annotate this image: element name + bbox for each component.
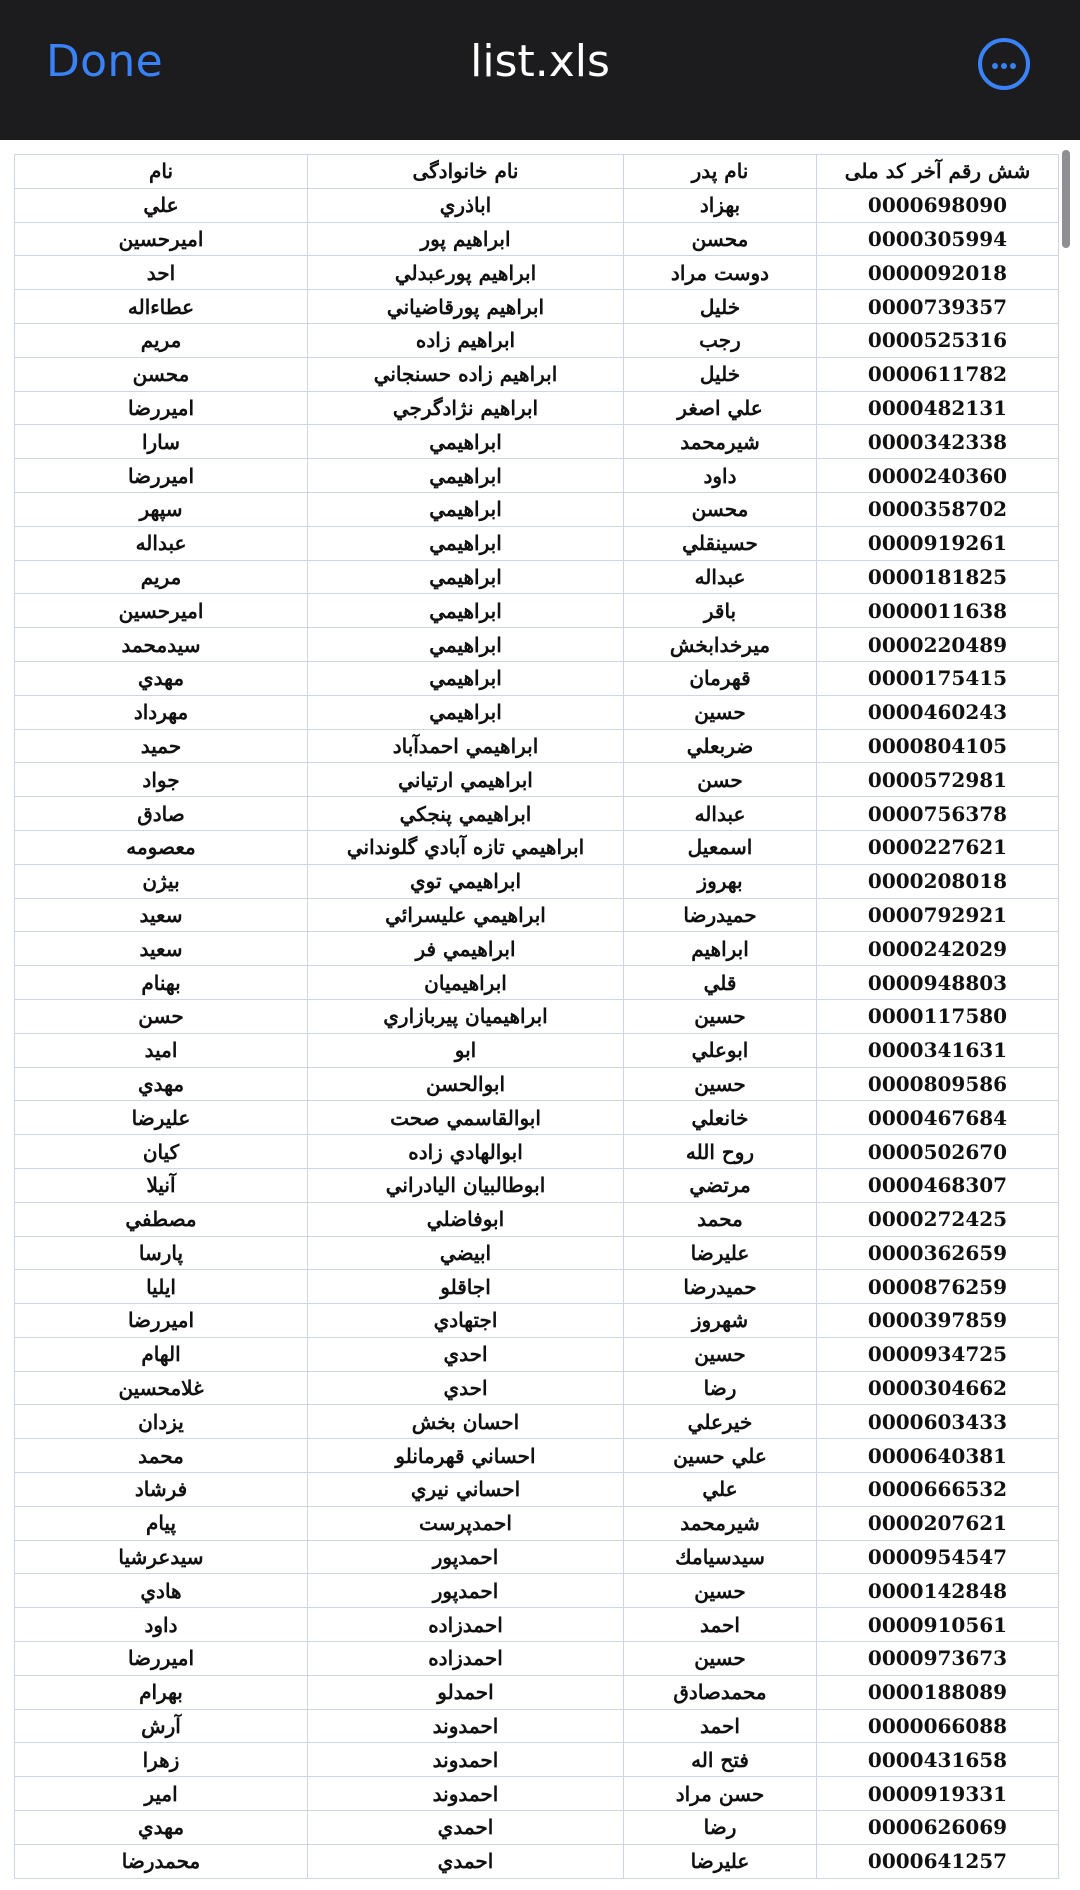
cell-last-name[interactable]: احمدلو — [308, 1675, 624, 1709]
cell-father-name[interactable]: حميدرضا — [624, 1270, 817, 1304]
cell-father-name[interactable]: عليرضا — [624, 1844, 817, 1878]
spreadsheet-table — [14, 154, 1059, 1879]
cell-father-name[interactable]: مرتضي — [624, 1168, 817, 1202]
cell-father-name[interactable]: اسمعيل — [624, 830, 817, 864]
header-row — [15, 155, 1059, 189]
cell-father-name[interactable]: ميرخدابخش — [624, 628, 817, 662]
cell-father-name[interactable]: ضربعلي — [624, 729, 817, 763]
table-row — [15, 188, 1059, 222]
cell-last-name[interactable]: ابراهيمي توي — [308, 864, 624, 898]
table-row — [15, 391, 1059, 425]
cell-national-code[interactable]: 0000948803 — [817, 966, 1059, 1000]
cell-national-code[interactable]: 0000919261 — [817, 526, 1059, 560]
cell-first-name[interactable]: آنيلا — [15, 1168, 308, 1202]
cell-first-name[interactable]: جواد — [15, 763, 308, 797]
table-row — [15, 932, 1059, 966]
table-row — [15, 1506, 1059, 1540]
dot — [1010, 63, 1016, 69]
table-row — [15, 1033, 1059, 1067]
cell-father-name[interactable]: بهروز — [624, 864, 817, 898]
table-row — [15, 661, 1059, 695]
cell-first-name[interactable]: سعيد — [15, 898, 308, 932]
cell-father-name[interactable]: خيرعلي — [624, 1405, 817, 1439]
cell-last-name[interactable]: اباذري — [308, 188, 624, 222]
cell-first-name[interactable]: سارا — [15, 425, 308, 459]
table-row — [15, 1709, 1059, 1743]
cell-father-name[interactable]: خانعلي — [624, 1101, 817, 1135]
cell-last-name[interactable]: ابراهيمي عليسرائي — [308, 898, 624, 932]
table-row — [15, 1371, 1059, 1405]
cell-father-name[interactable]: باقر — [624, 594, 817, 628]
cell-last-name[interactable]: ابراهيمي تازه آبادي گلونداني — [308, 830, 624, 864]
cell-national-code[interactable]: 0000175415 — [817, 661, 1059, 695]
cell-first-name[interactable]: عبداله — [15, 526, 308, 560]
cell-last-name[interactable]: احسان بخش — [308, 1405, 624, 1439]
table-row — [15, 797, 1059, 831]
table-row — [15, 1304, 1059, 1338]
cell-last-name[interactable]: ابراهيمي — [308, 560, 624, 594]
cell-first-name[interactable]: زهرا — [15, 1743, 308, 1777]
cell-first-name[interactable]: پيام — [15, 1506, 308, 1540]
dot — [992, 63, 998, 69]
cell-first-name[interactable]: علي — [15, 188, 308, 222]
cell-national-code[interactable]: 0000954547 — [817, 1540, 1059, 1574]
cell-national-code[interactable]: 0000397859 — [817, 1304, 1059, 1338]
cell-national-code[interactable]: 0000188089 — [817, 1675, 1059, 1709]
cell-first-name[interactable]: فرشاد — [15, 1473, 308, 1507]
table-row — [15, 323, 1059, 357]
cell-national-code[interactable]: 0000272425 — [817, 1202, 1059, 1236]
cell-last-name[interactable]: احدي — [308, 1337, 624, 1371]
cell-first-name[interactable]: سيدمحمد — [15, 628, 308, 662]
cell-last-name[interactable]: ابوفاضلي — [308, 1202, 624, 1236]
cell-last-name[interactable]: ابو — [308, 1033, 624, 1067]
cell-last-name[interactable]: ابراهيمي احمدآباد — [308, 729, 624, 763]
cell-first-name[interactable]: محمد — [15, 1439, 308, 1473]
table-row — [15, 1337, 1059, 1371]
cell-father-name[interactable]: حميدرضا — [624, 898, 817, 932]
cell-last-name[interactable]: اجتهادي — [308, 1304, 624, 1338]
cell-national-code[interactable]: 0000641257 — [817, 1844, 1059, 1878]
cell-national-code[interactable]: 0000919331 — [817, 1777, 1059, 1811]
cell-national-code[interactable]: 0000092018 — [817, 256, 1059, 290]
cell-national-code[interactable]: 0000208018 — [817, 864, 1059, 898]
cell-last-name[interactable]: احمدپرست — [308, 1506, 624, 1540]
cell-first-name[interactable]: اميرحسين — [15, 222, 308, 256]
cell-last-name[interactable]: ابراهيمي ارتياني — [308, 763, 624, 797]
table-row — [15, 1101, 1059, 1135]
cell-national-code[interactable]: 0000066088 — [817, 1709, 1059, 1743]
ellipsis-circle-icon[interactable] — [978, 38, 1030, 90]
cell-father-name[interactable]: حسن — [624, 763, 817, 797]
cell-last-name[interactable]: ابراهيميان — [308, 966, 624, 1000]
cell-last-name[interactable]: ابراهيميان پيربازاري — [308, 999, 624, 1033]
table-row — [15, 763, 1059, 797]
cell-last-name[interactable]: احمدپور — [308, 1540, 624, 1574]
cell-last-name[interactable]: احمدزاده — [308, 1608, 624, 1642]
cell-first-name[interactable]: سعيد — [15, 932, 308, 966]
table-row — [15, 695, 1059, 729]
cell-national-code[interactable]: 0000739357 — [817, 290, 1059, 324]
cell-last-name[interactable]: ابراهيم زاده حسنجاني — [308, 357, 624, 391]
cell-last-name[interactable]: ابراهيمي — [308, 661, 624, 695]
cell-last-name[interactable]: احمدوند — [308, 1777, 624, 1811]
cell-first-name[interactable]: كيان — [15, 1135, 308, 1169]
cell-father-name[interactable]: محسن — [624, 492, 817, 526]
table-row — [15, 1608, 1059, 1642]
cell-last-name[interactable]: ابراهيم پور — [308, 222, 624, 256]
table-row — [15, 1574, 1059, 1608]
cell-father-name[interactable]: علي — [624, 1473, 817, 1507]
cell-first-name[interactable]: عطاءاله — [15, 290, 308, 324]
cell-father-name[interactable]: حسين — [624, 695, 817, 729]
cell-last-name[interactable]: ابراهيم پورقاضياني — [308, 290, 624, 324]
cell-father-name[interactable]: علي اصغر — [624, 391, 817, 425]
cell-father-name[interactable]: سيدسيامك — [624, 1540, 817, 1574]
cell-last-name[interactable]: ابراهيمي فر — [308, 932, 624, 966]
cell-first-name[interactable]: مهدي — [15, 661, 308, 695]
cell-first-name[interactable]: اميد — [15, 1033, 308, 1067]
cell-first-name[interactable]: اميررضا — [15, 1642, 308, 1676]
cell-national-code[interactable]: 0000482131 — [817, 391, 1059, 425]
table-row — [15, 1067, 1059, 1101]
cell-father-name[interactable]: رضا — [624, 1371, 817, 1405]
cell-father-name[interactable]: احمد — [624, 1608, 817, 1642]
cell-first-name[interactable]: احد — [15, 256, 308, 290]
cell-national-code[interactable]: 0000666532 — [817, 1473, 1059, 1507]
table-row — [15, 864, 1059, 898]
table-row — [15, 1439, 1059, 1473]
cell-last-name[interactable]: ابوالحسن — [308, 1067, 624, 1101]
cell-national-code[interactable]: 0000792921 — [817, 898, 1059, 932]
cell-father-name[interactable]: حسين — [624, 1574, 817, 1608]
cell-national-code[interactable]: 0000362659 — [817, 1236, 1059, 1270]
cell-national-code[interactable]: 0000431658 — [817, 1743, 1059, 1777]
cell-father-name[interactable]: بهزاد — [624, 188, 817, 222]
cell-first-name[interactable]: اميرحسين — [15, 594, 308, 628]
table-row — [15, 1405, 1059, 1439]
table-row — [15, 425, 1059, 459]
cell-first-name[interactable]: مهدي — [15, 1067, 308, 1101]
cell-first-name[interactable]: بيژن — [15, 864, 308, 898]
cell-first-name[interactable]: داود — [15, 1608, 308, 1642]
table-row — [15, 1743, 1059, 1777]
table-row — [15, 492, 1059, 526]
table-row — [15, 830, 1059, 864]
cell-national-code[interactable]: 0000011638 — [817, 594, 1059, 628]
cell-father-name[interactable]: حسين — [624, 1067, 817, 1101]
cell-last-name[interactable]: احمدوند — [308, 1743, 624, 1777]
cell-last-name[interactable]: ابراهيم نژادگرجي — [308, 391, 624, 425]
cell-national-code[interactable]: 0000181825 — [817, 560, 1059, 594]
cell-national-code[interactable]: 0000640381 — [817, 1439, 1059, 1473]
table-row — [15, 1811, 1059, 1845]
cell-first-name[interactable]: بهرام — [15, 1675, 308, 1709]
cell-first-name[interactable]: غلامحسين — [15, 1371, 308, 1405]
cell-last-name[interactable]: ابيضي — [308, 1236, 624, 1270]
cell-first-name[interactable]: ايليا — [15, 1270, 308, 1304]
cell-national-code[interactable]: 0000502670 — [817, 1135, 1059, 1169]
dot — [1001, 63, 1007, 69]
cell-last-name[interactable]: ابراهيمي — [308, 695, 624, 729]
cell-national-code[interactable]: 0000142848 — [817, 1574, 1059, 1608]
table-row — [15, 1168, 1059, 1202]
cell-first-name[interactable]: پارسا — [15, 1236, 308, 1270]
cell-national-code[interactable]: 0000756378 — [817, 797, 1059, 831]
cell-first-name[interactable]: مريم — [15, 560, 308, 594]
cell-father-name[interactable]: ابراهيم — [624, 932, 817, 966]
table-row — [15, 290, 1059, 324]
cell-national-code[interactable]: 0000910561 — [817, 1608, 1059, 1642]
cell-father-name[interactable]: عبداله — [624, 797, 817, 831]
cell-last-name[interactable]: احدي — [308, 1371, 624, 1405]
cell-father-name[interactable]: حسن مراد — [624, 1777, 817, 1811]
cell-father-name[interactable]: حسين — [624, 1642, 817, 1676]
cell-father-name[interactable]: رجب — [624, 323, 817, 357]
vertical-scrollbar[interactable] — [1062, 150, 1070, 248]
table-row — [15, 1540, 1059, 1574]
cell-first-name[interactable]: هادي — [15, 1574, 308, 1608]
cell-national-code[interactable]: 0000626069 — [817, 1811, 1059, 1845]
cell-last-name[interactable]: ابوالقاسمي صحت — [308, 1101, 624, 1135]
table-row — [15, 222, 1059, 256]
cell-father-name[interactable]: عليرضا — [624, 1236, 817, 1270]
table-row — [15, 628, 1059, 662]
cell-last-name[interactable]: ابراهيمي — [308, 594, 624, 628]
cell-national-code[interactable]: 0000973673 — [817, 1642, 1059, 1676]
cell-father-name[interactable]: فتح اله — [624, 1743, 817, 1777]
table-row — [15, 898, 1059, 932]
cell-last-name[interactable]: اجاقلو — [308, 1270, 624, 1304]
cell-father-name[interactable]: خليل — [624, 357, 817, 391]
cell-last-name[interactable]: احمدپور — [308, 1574, 624, 1608]
cell-national-code[interactable]: 0000572981 — [817, 763, 1059, 797]
cell-first-name[interactable]: اميررضا — [15, 459, 308, 493]
cell-father-name[interactable]: داود — [624, 459, 817, 493]
cell-national-code[interactable]: 0000460243 — [817, 695, 1059, 729]
cell-national-code[interactable]: 0000342338 — [817, 425, 1059, 459]
cell-national-code[interactable]: 0000227621 — [817, 830, 1059, 864]
cell-last-name[interactable]: ابراهيمي پنجكي — [308, 797, 624, 831]
cell-national-code[interactable]: 0000305994 — [817, 222, 1059, 256]
table-row — [15, 256, 1059, 290]
cell-national-code[interactable]: 0000603433 — [817, 1405, 1059, 1439]
cell-first-name[interactable]: اميررضا — [15, 1304, 308, 1338]
cell-father-name[interactable]: علي حسين — [624, 1439, 817, 1473]
cell-national-code[interactable]: 0000698090 — [817, 188, 1059, 222]
cell-national-code[interactable]: 0000220489 — [817, 628, 1059, 662]
cell-last-name[interactable]: ابوالهادي زاده — [308, 1135, 624, 1169]
cell-father-name[interactable]: احمد — [624, 1709, 817, 1743]
cell-last-name[interactable]: احمدوند — [308, 1709, 624, 1743]
cell-first-name[interactable]: بهنام — [15, 966, 308, 1000]
table-row — [15, 594, 1059, 628]
table-row — [15, 560, 1059, 594]
cell-national-code[interactable]: 0000809586 — [817, 1067, 1059, 1101]
cell-father-name[interactable]: شيرمحمد — [624, 425, 817, 459]
cell-father-name[interactable]: خليل — [624, 290, 817, 324]
cell-last-name[interactable]: ابراهيم زاده — [308, 323, 624, 357]
cell-first-name[interactable]: مهدي — [15, 1811, 308, 1845]
cell-first-name[interactable]: امير — [15, 1777, 308, 1811]
cell-father-name[interactable]: قلي — [624, 966, 817, 1000]
table-row — [15, 526, 1059, 560]
cell-national-code[interactable]: 0000240360 — [817, 459, 1059, 493]
table-row — [15, 1270, 1059, 1304]
cell-last-name[interactable]: احمدي — [308, 1844, 624, 1878]
cell-national-code[interactable]: 0000934725 — [817, 1337, 1059, 1371]
table-row — [15, 1202, 1059, 1236]
table-row — [15, 1844, 1059, 1878]
cell-first-name[interactable]: سيدعرشيا — [15, 1540, 308, 1574]
cell-first-name[interactable]: محسن — [15, 357, 308, 391]
done-button[interactable]: Done — [46, 36, 163, 87]
table-row — [15, 1777, 1059, 1811]
cell-father-name[interactable]: دوست مراد — [624, 256, 817, 290]
cell-first-name[interactable]: حسن — [15, 999, 308, 1033]
navigation-bar — [0, 0, 1080, 141]
cell-father-name[interactable]: شهروز — [624, 1304, 817, 1338]
cell-first-name[interactable]: حميد — [15, 729, 308, 763]
header-national-code[interactable]: شش رقم آخر کد ملی — [817, 155, 1059, 189]
cell-last-name[interactable]: ابراهيمي — [308, 425, 624, 459]
cell-first-name[interactable]: مهرداد — [15, 695, 308, 729]
cell-father-name[interactable]: رضا — [624, 1811, 817, 1845]
table-row — [15, 1642, 1059, 1676]
cell-father-name[interactable]: قهرمان — [624, 661, 817, 695]
table-row — [15, 1135, 1059, 1169]
table-body — [15, 188, 1059, 1878]
cell-first-name[interactable]: عليرضا — [15, 1101, 308, 1135]
cell-first-name[interactable]: آرش — [15, 1709, 308, 1743]
header-first-name[interactable]: نام — [15, 155, 308, 189]
cell-national-code[interactable]: 0000525316 — [817, 323, 1059, 357]
cell-father-name[interactable]: شيرمحمد — [624, 1506, 817, 1540]
cell-father-name[interactable]: محسن — [624, 222, 817, 256]
cell-first-name[interactable]: اميررضا — [15, 391, 308, 425]
table-row — [15, 1236, 1059, 1270]
cell-first-name[interactable]: محمدرضا — [15, 1844, 308, 1878]
cell-last-name[interactable]: ابراهيم پورعبدلي — [308, 256, 624, 290]
cell-last-name[interactable]: ابراهيمي — [308, 628, 624, 662]
cell-first-name[interactable]: الهام — [15, 1337, 308, 1371]
cell-national-code[interactable]: 0000242029 — [817, 932, 1059, 966]
cell-national-code[interactable]: 0000358702 — [817, 492, 1059, 526]
cell-father-name[interactable]: حسينقلي — [624, 526, 817, 560]
cell-last-name[interactable]: احمدزاده — [308, 1642, 624, 1676]
cell-first-name[interactable]: مريم — [15, 323, 308, 357]
cell-last-name[interactable]: ابراهيمي — [308, 459, 624, 493]
cell-father-name[interactable]: حسين — [624, 1337, 817, 1371]
cell-last-name[interactable]: ابوطالبيان اليادراني — [308, 1168, 624, 1202]
cell-last-name[interactable]: ابراهيمي — [308, 526, 624, 560]
cell-first-name[interactable]: صادق — [15, 797, 308, 831]
cell-last-name[interactable]: احمدي — [308, 1811, 624, 1845]
cell-national-code[interactable]: 0000468307 — [817, 1168, 1059, 1202]
cell-first-name[interactable]: مصطفي — [15, 1202, 308, 1236]
cell-father-name[interactable]: محمدصادق — [624, 1675, 817, 1709]
cell-national-code[interactable]: 0000611782 — [817, 357, 1059, 391]
cell-national-code[interactable]: 0000341631 — [817, 1033, 1059, 1067]
table-row — [15, 999, 1059, 1033]
cell-national-code[interactable]: 0000207621 — [817, 1506, 1059, 1540]
cell-father-name[interactable]: حسين — [624, 999, 817, 1033]
cell-last-name[interactable]: ابراهيمي — [308, 492, 624, 526]
document-title: list.xls — [470, 36, 610, 87]
cell-national-code[interactable]: 0000876259 — [817, 1270, 1059, 1304]
cell-father-name[interactable]: ابوعلي — [624, 1033, 817, 1067]
cell-first-name[interactable]: يزدان — [15, 1405, 308, 1439]
header-last-name[interactable]: نام خانوادگی — [308, 155, 624, 189]
cell-last-name[interactable]: احساني قهرمانلو — [308, 1439, 624, 1473]
cell-father-name[interactable]: محمد — [624, 1202, 817, 1236]
table-row — [15, 729, 1059, 763]
cell-national-code[interactable]: 0000804105 — [817, 729, 1059, 763]
cell-father-name[interactable]: روح الله — [624, 1135, 817, 1169]
table-row — [15, 357, 1059, 391]
cell-national-code[interactable]: 0000117580 — [817, 999, 1059, 1033]
cell-first-name[interactable]: سپهر — [15, 492, 308, 526]
table-row — [15, 459, 1059, 493]
cell-last-name[interactable]: احساني نيري — [308, 1473, 624, 1507]
cell-national-code[interactable]: 0000304662 — [817, 1371, 1059, 1405]
spreadsheet-view[interactable] — [0, 140, 1080, 1890]
table-row — [15, 1473, 1059, 1507]
cell-first-name[interactable]: معصومه — [15, 830, 308, 864]
cell-father-name[interactable]: عبداله — [624, 560, 817, 594]
table-row — [15, 1675, 1059, 1709]
header-father-name[interactable]: نام پدر — [624, 155, 817, 189]
table-row — [15, 966, 1059, 1000]
cell-national-code[interactable]: 0000467684 — [817, 1101, 1059, 1135]
